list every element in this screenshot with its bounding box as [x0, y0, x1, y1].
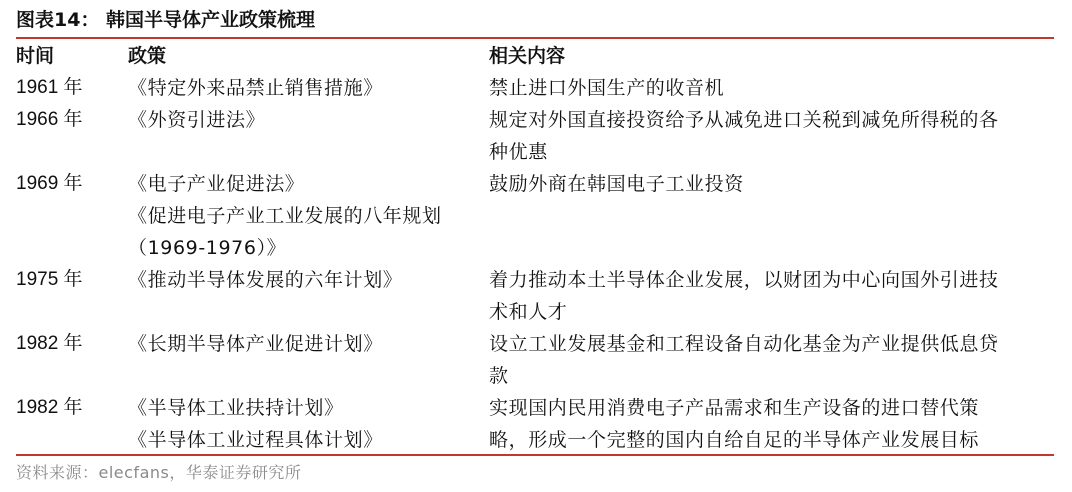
row-policy	[128, 264, 483, 296]
policy-line: 《推动半导体发展的六年计划》	[128, 269, 403, 291]
row-time: 1969 年	[16, 173, 83, 194]
header-content: 相关内容	[489, 45, 566, 67]
content-line: 禁止进口外国生产的收音机	[489, 77, 725, 99]
header-time: 时间	[16, 45, 55, 67]
source-note: 资料来源：elecfans，华泰证券研究所	[16, 463, 302, 482]
policy-line: 《半导体工业扶持计划》	[128, 397, 344, 419]
table-row	[16, 328, 1054, 392]
row-policy	[128, 72, 483, 104]
row-content	[489, 392, 1054, 456]
header-policy: 政策	[128, 45, 167, 67]
row-time: 1975 年	[16, 269, 83, 290]
row-policy	[128, 104, 483, 136]
top-rule	[16, 37, 1054, 39]
table-row	[16, 264, 1054, 328]
row-content	[489, 264, 1054, 328]
content-line: 着力推动本土半导体企业发展，以财团为中心向国外引进技	[489, 269, 999, 291]
row-time: 1982 年	[16, 333, 83, 354]
table-row	[16, 104, 1054, 168]
table-row	[16, 392, 1054, 456]
table-row	[16, 168, 1054, 264]
policy-line: 《特定外来品禁止销售措施》	[128, 77, 383, 99]
content-line: 种优惠	[489, 141, 548, 163]
row-content	[489, 104, 1054, 168]
row-time: 1966 年	[16, 109, 83, 130]
table-title: 图表14： 韩国半导体产业政策梳理	[16, 9, 316, 31]
policy-line: 《外资引进法》	[128, 109, 266, 131]
content-line: 款	[489, 365, 509, 387]
row-content	[489, 72, 1054, 104]
row-policy	[128, 168, 483, 264]
policy-table-document	[16, 0, 1054, 492]
policy-line: 《半导体工业过程具体计划》	[128, 429, 383, 451]
policy-line: （1969-1976）》	[128, 237, 287, 259]
table-body	[16, 72, 1054, 456]
row-content	[489, 328, 1054, 392]
content-line: 鼓励外商在韩国电子工业投资	[489, 173, 744, 195]
table-row	[16, 72, 1054, 104]
content-line: 设立工业发展基金和工程设备自动化基金为产业提供低息贷	[489, 333, 999, 355]
policy-line: 《长期半导体产业促进计划》	[128, 333, 383, 355]
row-time: 1982 年	[16, 397, 83, 418]
row-policy	[128, 328, 483, 360]
content-line: 术和人才	[489, 301, 568, 323]
policy-line: 《电子产业促进法》	[128, 173, 305, 195]
row-content	[489, 168, 1054, 200]
policy-line: 《促进电子产业工业发展的八年规划	[128, 205, 442, 227]
bottom-rule	[16, 454, 1054, 456]
row-policy	[128, 392, 483, 456]
content-line: 略，形成一个完整的国内自给自足的半导体产业发展目标	[489, 429, 980, 451]
content-line: 规定对外国直接投资给予从减免进口关税到减免所得税的各	[489, 109, 999, 131]
row-time: 1961 年	[16, 77, 83, 98]
content-line: 实现国内民用消费电子产品需求和生产设备的进口替代策	[489, 397, 980, 419]
